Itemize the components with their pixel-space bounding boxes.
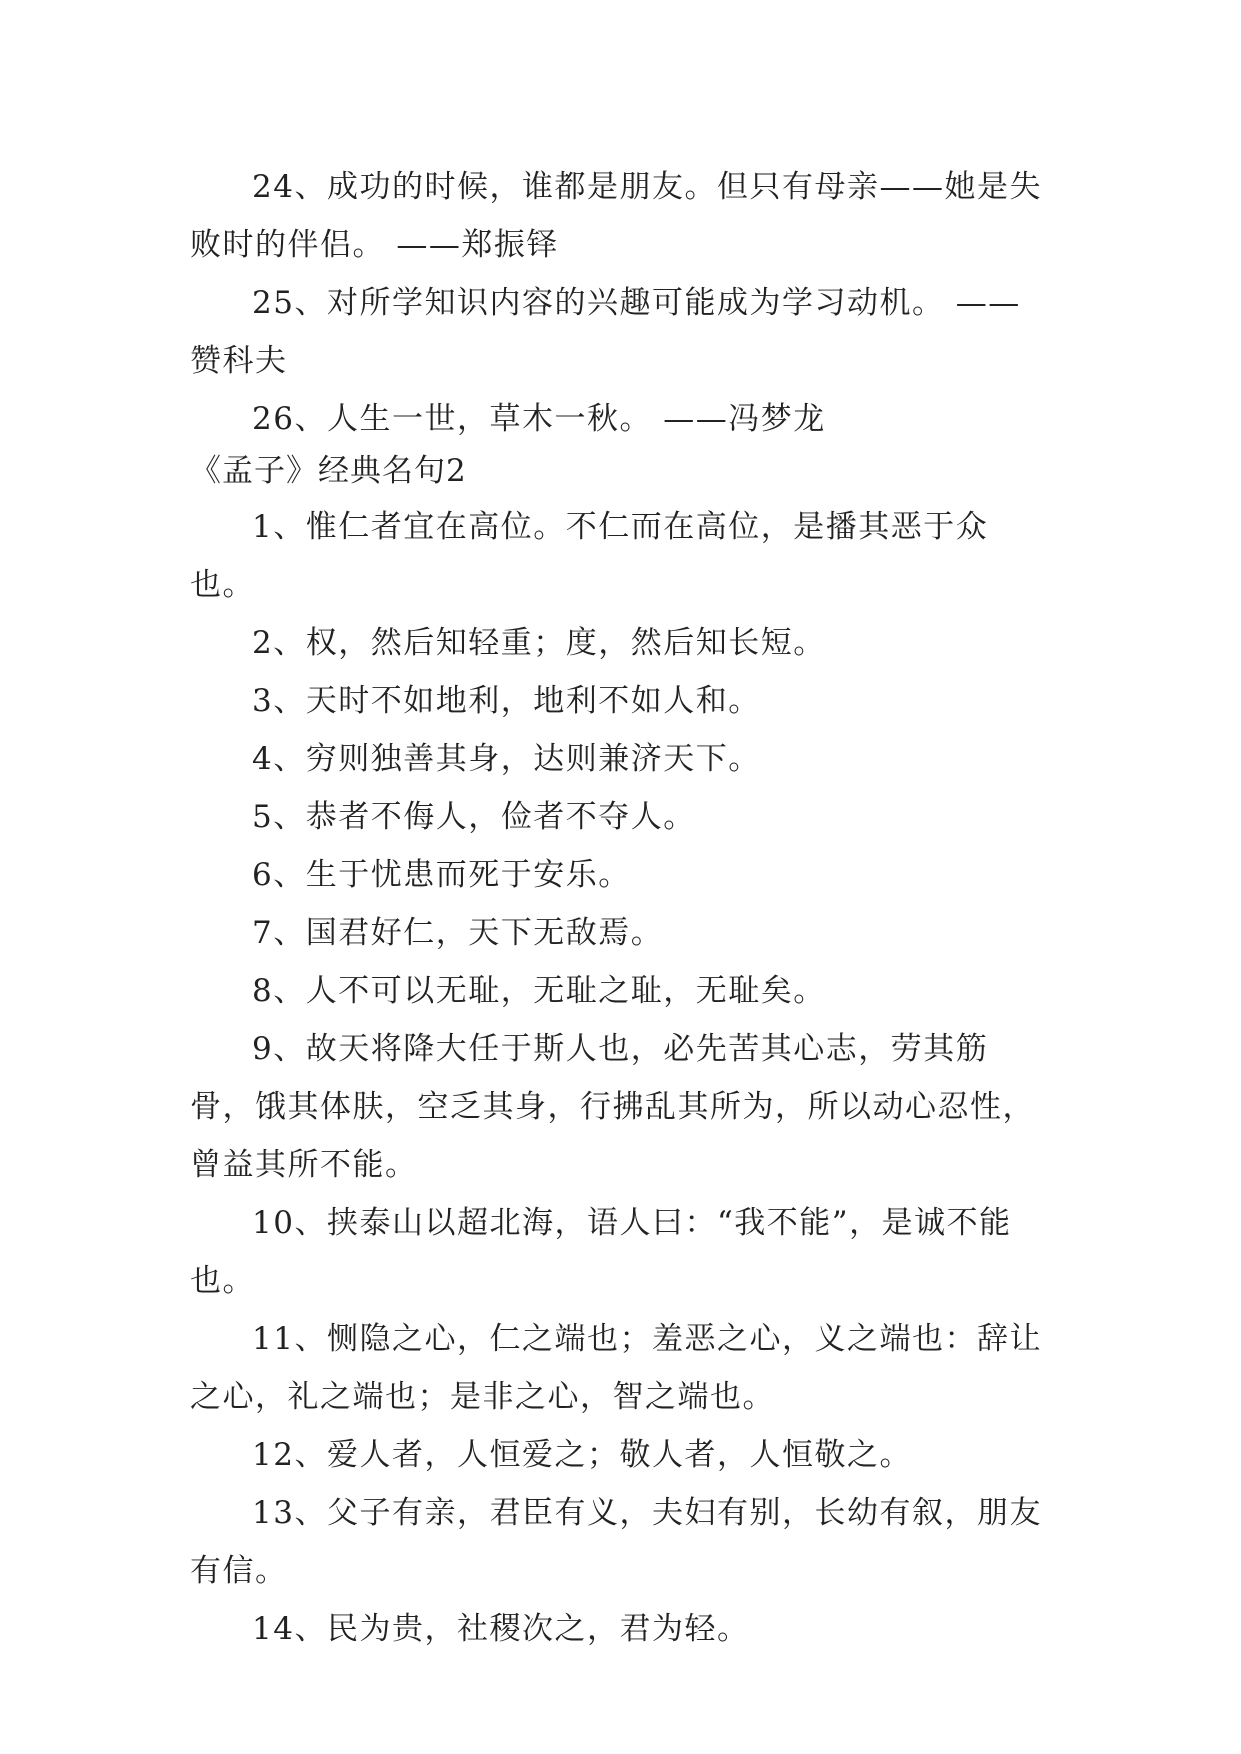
document-body — [190, 158, 1050, 1658]
quote-paragraph: 2、权，然后知轻重；度，然后知长短。 — [252, 625, 826, 661]
quote-paragraph: 3、天时不如地利，地利不如人和。 — [252, 683, 761, 719]
quote-paragraph: 12、爱人者，人恒爱之；敬人者，人恒敬之。 — [252, 1437, 912, 1473]
quote-paragraph: 25、对所学知识内容的兴趣可能成为学习动机。 ——赞科夫 — [190, 285, 1021, 379]
quote-paragraph: 5、恭者不侮人，俭者不夺人。 — [252, 799, 696, 835]
quote-paragraph: 13、父子有亲，君臣有义，夫妇有别，长幼有叙，朋友有信。 — [190, 1495, 1042, 1589]
quote-paragraph: 24、成功的时候，谁都是朋友。但只有母亲——她是失败时的伴侣。 ——郑振铎 — [190, 169, 1042, 263]
quote-paragraph: 26、人生一世，草木一秋。 ——冯梦龙 — [252, 401, 826, 437]
quote-paragraph: 14、民为贵，社稷次之，君为轻。 — [252, 1611, 750, 1647]
quote-paragraph: 4、穷则独善其身，达则兼济天下。 — [252, 741, 761, 777]
quote-paragraph: 11、恻隐之心，仁之端也；羞恶之心，义之端也：辞让之心，礼之端也；是非之心，智之端也。 — [190, 1321, 1042, 1415]
quote-paragraph: 10、挟泰山以超北海，语人曰：“我不能”，是诚不能也。 — [190, 1205, 1012, 1299]
quote-paragraph: 1、惟仁者宜在高位。不仁而在高位，是播其恶于众也。 — [190, 509, 989, 603]
quote-paragraph: 6、生于忧患而死于安乐。 — [252, 857, 631, 893]
quote-paragraph: 7、国君好仁，天下无敌焉。 — [252, 915, 664, 951]
quote-paragraph: 8、人不可以无耻，无耻之耻，无耻矣。 — [252, 973, 826, 1009]
section-heading: 《孟子》经典名句2 — [190, 453, 467, 489]
quote-paragraph: 9、故天将降大任于斯人也，必先苦其心志，劳其筋骨，饿其体肤，空乏其身，行拂乱其所为，所以动心忍性，曾益其所不能。 — [190, 1031, 1035, 1183]
